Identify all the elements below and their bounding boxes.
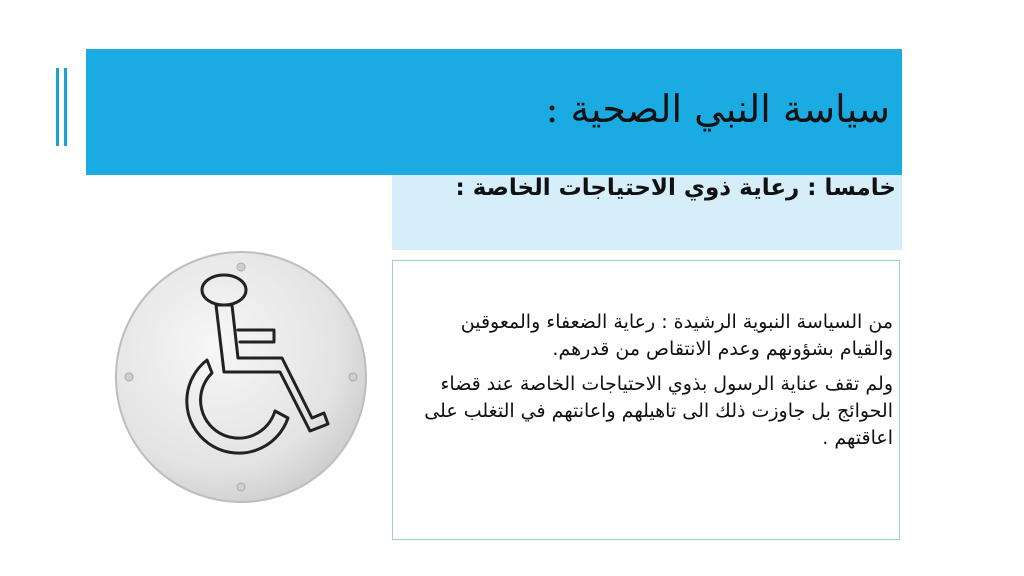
paragraph-2: ولم تقف عناية الرسول بذوي الاحتياجات الخاصة عند قضاء الحوائج بل جاوزت ذلك الى تاهيلهم واعانتهم في التغلب على اعاقتهم .	[424, 373, 893, 449]
title-bar	[86, 49, 902, 175]
subtitle-box	[392, 175, 902, 250]
accent-line-left	[56, 68, 59, 146]
wheelchair-sign-image	[112, 248, 370, 506]
slide-subtitle: خامسا : رعاية ذوي الاحتياجات الخاصة :	[455, 175, 896, 201]
body-text	[413, 309, 893, 460]
wheelchair-icon	[112, 248, 370, 506]
content-box	[392, 260, 900, 540]
slide-title: سياسة النبي الصحية :	[545, 87, 890, 131]
paragraph-1: من السياسة النبوية الرشيدة : رعاية الضعفاء والمعوقين والقيام بشؤونهم وعدم الانتقاص من قدرهم.	[460, 311, 893, 360]
accent-line-right	[64, 68, 67, 146]
